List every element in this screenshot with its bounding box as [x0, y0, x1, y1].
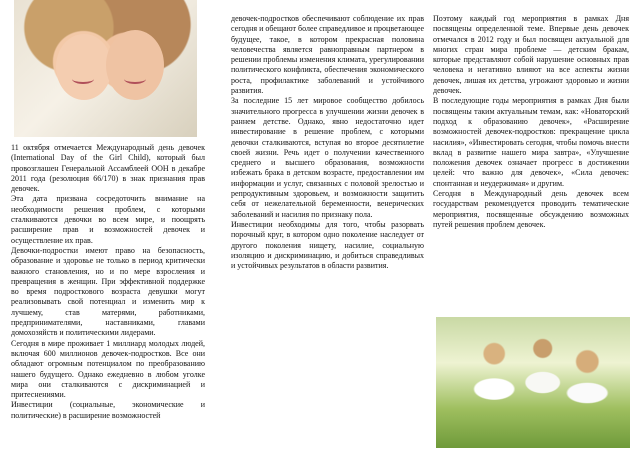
paragraph: 11 октября отмечается Международный день девочек (International Day of the Girl Child), который был провозглашен Генеральной Ассамблеей ООН в декабре 2011 года (резолюция 66/170) в знак признания прав девочек. [11, 143, 205, 194]
column-middle [231, 14, 424, 271]
girl-smile-left [72, 74, 94, 84]
paragraph: Инвестиции необходимы для того, чтобы разорвать порочный круг, в котором одно поколение наследует от другого поколения нищету, насилие, социальную изоляцию и дискриминацию, и добиться справедливых и устойчивых результатов в области развития. [231, 219, 424, 271]
paragraph: Сегодня в мире проживает 1 миллиард молодых людей, включая 600 миллионов девочек-подростков. Все они обладают огромным потенциалом по преобразованию нашего будущего. Однако ежедневно в любом уголке мира они сталкиваются с дискриминацией и притеснениями. [11, 338, 205, 400]
paragraph: Сегодня в Международный день девочек всем государствам рекомендуется проводить тематические мероприятия, посвященные обсуждению возможных путей решения проблем девочек. [433, 189, 629, 229]
column-left [11, 143, 205, 421]
paragraph: Эта дата призвана сосредоточить внимание на необходимости решения проблем, с которыми сталкиваются девочки во всем мире, и поощрять расширение прав и возможностей девочек и осуществление их прав. [11, 194, 205, 245]
paragraph: Девочки-подростки имеют право на безопасность, образование и здоровье не только в период критически важного становления, но и по мере взросления и превращения в женщин. При эффективной поддержке во время подросткового возраста девушки могут реализовывать свой потенциал и изменить мир к лучшему, став матерями, работниками, предпринимателями, наставниками, главами домохозяйств и политическими лидерами. [11, 245, 205, 338]
paragraph: В последующие годы мероприятия в рамках Дня были посвящены таким актуальным темам, как: «Новаторский подход к образованию девочек», «Расширение возможностей девочек-подростков: прекращение цикла насилия», «Инвестировать сегодня, чтобы помочь внести вклад в развитие нашего мира завтра», «Улучшение положения девочек означает прогресс в достижении целей: что важно для девочек», «Сила девочек: спонтанная и неудержимая» и другим. [433, 96, 629, 188]
girls-in-white-dresses-field-photo [436, 317, 630, 448]
paragraph: Поэтому каждый год мероприятия в рамках Дня посвящены определенной теме. Впервые день девочек отмечался в 2012 году и был посвящен актуальной для многих стран мира проблеме — детским бракам, которые представляют собой нарушение основных прав человека и негативно влияют на все аспекты жизни девочек, лишая их детства, угрожают здоровью и жизни девочек. [433, 14, 629, 96]
paragraph: За последние 15 лет мировое сообщество добилось значительного прогресса в улучшении жизни девочек в раннем детстве. Однако, явно недостаточно идет инвестирование в решение проблем, с которыми девочки сталкиваются, вступая во второе десятилетие своей жизни. Речь идет о получении качественного среднего и высшего образования, возможности избежать брака в детском возрасте, предоставлении им информации и услуг, связанных с половой зрелостью и репродуктивным здоровьем, и возможности защитить себя от нежелательной беременности, венерических заболеваний и насилия по признаку пола. [231, 96, 424, 219]
girl-smile-right [124, 74, 146, 84]
column-right [433, 14, 629, 230]
paragraph: девочек-подростков обеспечивают соблюдение их прав сегодня и обещают более справедливое и процветающее будущее, такое, в котором прекрасная половина человечества является равноправным партнером в решении проблемы изменения климата, урегулировании политического конфликта, обеспечения экономического роста, профилактике заболеваний и устойчивого развития. [231, 14, 424, 96]
girl-face-right [106, 30, 164, 100]
two-smiling-girls-photo [14, 0, 197, 137]
girl-face-left [56, 34, 112, 100]
paragraph: Инвестиции (социальные, экономические и политические) в расширение возможностей [11, 400, 205, 420]
